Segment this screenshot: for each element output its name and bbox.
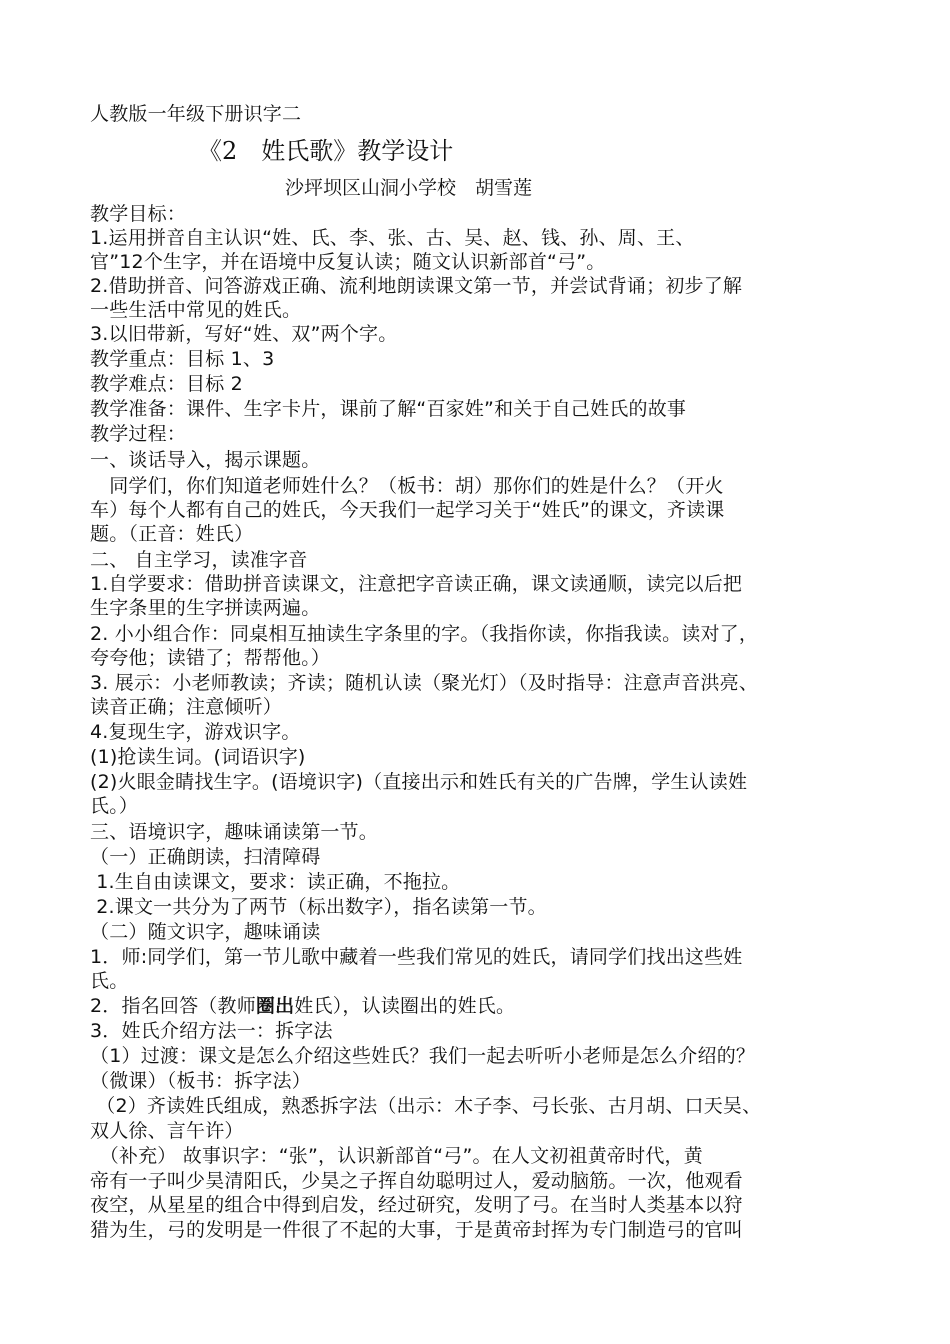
doc-title: 《2 姓氏歌》教学设计 <box>198 137 454 165</box>
text-line: 1．师:同学们，第一节儿歌中藏着一些我们常见的姓氏，请同学们找出这些姓 <box>90 946 743 968</box>
text-line: 4.复现生字，游戏识字。 <box>90 721 301 743</box>
text-line: 猎为生，弓的发明是一件很了不起的大事，于是黄帝封挥为专门制造弓的官叫 <box>90 1219 743 1241</box>
text-line-mixed <box>90 994 515 1018</box>
text-line: 2.借助拼音、问答游戏正确、流利地朗读课文第一节，并尝试背诵；初步了解 <box>90 275 743 297</box>
doc-author: 沙坪坝区山洞小学校 胡雪莲 <box>285 177 533 199</box>
text-line: 题。（正音：姓氏） <box>90 523 254 545</box>
text-line: 一些生活中常见的姓氏。 <box>90 299 302 321</box>
text-line: 车）每个人都有自己的姓氏，今天我们一起学习关于“姓氏”的课文，齐读课 <box>90 499 725 521</box>
text-line: （补充） 故事识字：“张”，认识新部首“弓”。在人文初祖黄帝时代，黄 <box>90 1145 703 1167</box>
text-line: （二）随文识字，趣味诵读 <box>90 921 321 943</box>
text-line: 三、语境识字，趣味诵读第一节。 <box>90 821 379 843</box>
text-segment: 姓氏），认读圈出的姓氏。 <box>294 995 516 1017</box>
text-line: 教学难点：目标 2 <box>90 373 243 395</box>
text-line: 帝有一子叫少昊清阳氏，少昊之子挥自幼聪明过人，爱动脑筋。一次，他观看 <box>90 1170 743 1192</box>
text-line: 生字条里的生字拼读两遍。 <box>90 597 321 619</box>
text-line: 2.课文一共分为了两节（标出数字），指名读第一节。 <box>90 896 547 918</box>
text-line: 同学们，你们知道老师姓什么？（板书：胡）那你们的姓是什么？（开火 <box>90 475 724 497</box>
text-line: 教学目标： <box>90 203 187 225</box>
text-line: 教学重点：目标 1、3 <box>90 348 275 370</box>
text-segment: 2．指名回答（教师 <box>90 995 256 1017</box>
text-line: 3．姓氏介绍方法一：拆字法 <box>90 1020 333 1042</box>
bold-text: 圈出 <box>255 995 295 1017</box>
text-line: 1.自学要求：借助拼音读课文，注意把字音读正确，课文读通顺，读完以后把 <box>90 573 743 595</box>
text-line: 读音正确；注意倾听） <box>90 696 283 718</box>
text-line: 2. 小小组合作：同桌相互抽读生字条里的字。（我指你读，你指我读。读对了， <box>90 623 759 645</box>
text-line: （微课）（板书：拆字法） <box>90 1070 311 1092</box>
text-line: 二、 自主学习，读准字音 <box>90 549 308 571</box>
text-line: 夸夸他；读错了；帮帮他。） <box>90 647 331 669</box>
text-line: 3. 展示：小老师教读；齐读；随机认读（聚光灯）（及时指导：注意声音洪亮、 <box>90 672 759 694</box>
text-line: 双人徐、言午许） <box>90 1120 244 1142</box>
text-line: 官”12个生字，并在语境中反复认读；随文认识新部首“弓”。 <box>90 251 606 273</box>
text-line: 教学准备：课件、生字卡片，课前了解“百家姓”和关于自己姓氏的故事 <box>90 398 687 420</box>
text-line: （一）正确朗读，扫清障碍 <box>90 846 321 868</box>
text-line: (2)火眼金睛找生字。(语境识字)（直接出示和姓氏有关的广告牌，学生认读姓 <box>90 771 748 793</box>
text-line: 氏。 <box>90 970 129 992</box>
text-line: 1.运用拼音自主认识“姓、氏、李、张、古、吴、赵、钱、孙、周、王、 <box>90 227 695 249</box>
text-line: (1)抢读生词。(词语识字) <box>90 746 306 768</box>
text-line: 3.以旧带新，写好“姓、双”两个字。 <box>90 323 398 345</box>
text-line: 一、谈话导入，揭示课题。 <box>90 449 321 471</box>
text-line: 教学过程： <box>90 423 187 445</box>
text-line: 夜空，从星星的组合中得到启发，经过研究，发明了弓。在当时人类基本以狩 <box>90 1194 743 1216</box>
text-line: （2）齐读姓氏组成，熟悉拆字法（出示：木子李、弓长张、古月胡、口天吴、 <box>90 1095 762 1117</box>
text-line: 氏。） <box>90 795 139 817</box>
text-line: （1）过渡：课文是怎么介绍这些姓氏？我们一起去听听小老师是怎么介绍的？ <box>90 1045 756 1067</box>
doc-subtitle: 人教版一年级下册识字二 <box>90 103 302 125</box>
text-line: 1.生自由读课文，要求：读正确，不拖拉。 <box>90 871 461 893</box>
